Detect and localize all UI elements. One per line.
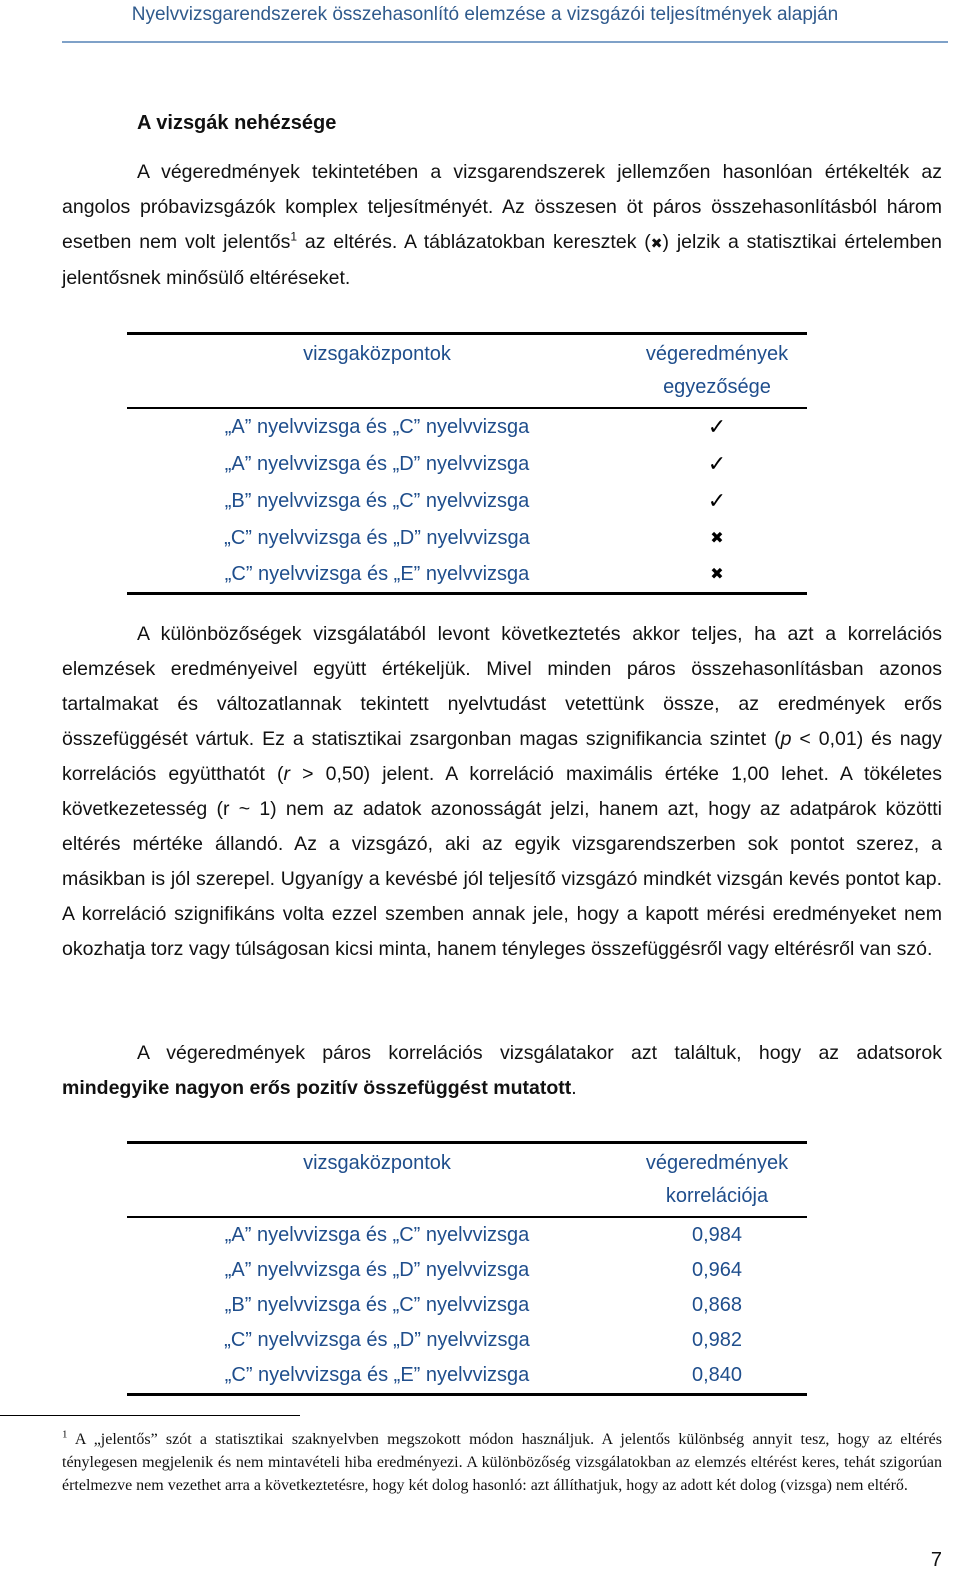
result-text-a: A végeredmények páros korrelációs vizsgálatakor azt találtuk, hogy az adatsorok bbox=[137, 1042, 942, 1064]
correlation-value: 0,982 bbox=[691, 1329, 743, 1351]
value-cell bbox=[627, 556, 807, 594]
value-cell bbox=[627, 1217, 807, 1253]
footnote-ref[interactable]: 1 bbox=[290, 229, 298, 244]
correlation-value: 0,868 bbox=[691, 1294, 743, 1316]
correlation-paragraph bbox=[62, 617, 942, 967]
table-header-row bbox=[127, 1143, 807, 1218]
cross-icon: ✖ bbox=[710, 566, 724, 583]
result-text-b: . bbox=[571, 1077, 577, 1099]
table-row bbox=[127, 446, 807, 483]
pair-cell: „C” nyelvvizsga és „D” nyelvvizsga bbox=[224, 526, 530, 549]
column-header-agreement: végeredmények egyezősége bbox=[645, 343, 789, 398]
cross-icon: ✖ bbox=[650, 235, 663, 251]
corr-text-a: A különbözőségek vizsgálatából levont következtetés akkor teljes, ha azt a korrelációs elemzések eredményeivel együtt értékeljük. Mivel minden páros összehasonlításban azonos tartalmakat és változatlannak tekintett nyelvtudást vetettünk össze, az eredmények erős összefüggését vártuk. Ez a statisztikai zsargonban magas szignifikancia szintet ( bbox=[62, 623, 942, 750]
table-row bbox=[127, 1288, 807, 1323]
cross-icon: ✖ bbox=[710, 530, 724, 547]
pair-cell: „A” nyelvvizsga és „D” nyelvvizsga bbox=[224, 1259, 530, 1281]
value-cell bbox=[627, 1323, 807, 1358]
p-symbol: p bbox=[780, 728, 792, 750]
intro-text-b: az eltérés. A táblázatokban keresztek ( bbox=[297, 231, 651, 253]
r-symbol: r bbox=[283, 763, 291, 785]
table-row bbox=[127, 520, 807, 556]
running-header: Nyelvvizsgarendszerek összehasonlító elemzése a vizsgázói teljesítmények alapján bbox=[131, 4, 839, 25]
correlation-table bbox=[127, 1141, 807, 1396]
significance-table bbox=[127, 332, 807, 595]
table-row bbox=[127, 1358, 807, 1395]
value-cell bbox=[627, 1288, 807, 1323]
result-paragraph bbox=[62, 1036, 942, 1106]
check-icon: ✓ bbox=[707, 451, 727, 476]
pair-cell: „C” nyelvvizsga és „D” nyelvvizsga bbox=[224, 1329, 530, 1351]
intro-text-c: ) jelzik a statisztikai értelemben jelentősnek minősülő eltéréseket. bbox=[62, 231, 942, 289]
table-row bbox=[127, 408, 807, 446]
intro-text-a: A végeredmények tekintetében a vizsgarendszerek jellemzően hasonlóan értékelték az angolos próbavizsgázók komplex teljesítményét. Az összesen öt páros összehasonlításból három esetben nem volt jelentős bbox=[62, 161, 942, 253]
pair-cell: „A” nyelvvizsga és „C” nyelvvizsga bbox=[224, 1224, 530, 1246]
correlation-value: 0,984 bbox=[691, 1224, 743, 1246]
table-header-row bbox=[127, 334, 807, 409]
intro-paragraph bbox=[62, 155, 942, 296]
pair-cell: „C” nyelvvizsga és „E” nyelvvizsga bbox=[224, 562, 530, 585]
table-row bbox=[127, 1253, 807, 1288]
table-row bbox=[127, 1217, 807, 1253]
check-icon: ✓ bbox=[707, 414, 727, 439]
value-cell bbox=[627, 446, 807, 483]
value-cell bbox=[627, 520, 807, 556]
pair-cell: „B” nyelvvizsga és „C” nyelvvizsga bbox=[224, 490, 530, 512]
value-cell bbox=[627, 1253, 807, 1288]
correlation-value: 0,964 bbox=[691, 1259, 743, 1281]
column-header-centers: vizsgaközpontok bbox=[303, 1152, 451, 1174]
column-header-centers: vizsgaközpontok bbox=[303, 343, 451, 365]
correlation-value: 0,840 bbox=[691, 1364, 743, 1386]
value-cell bbox=[627, 483, 807, 520]
value-cell bbox=[627, 1358, 807, 1395]
section-heading: A vizsgák nehézsége bbox=[137, 112, 337, 134]
result-highlight: mindegyike nagyon erős pozitív összefüggést mutatott bbox=[62, 1077, 572, 1099]
footnote bbox=[62, 1428, 942, 1497]
footnote-marker: 1 bbox=[62, 1428, 68, 1441]
corr-text-b: < 0,01) és nagy korrelációs együtthatót ( bbox=[62, 728, 942, 785]
page-number: 7 bbox=[930, 1549, 942, 1571]
pair-cell: „B” nyelvvizsga és „C” nyelvvizsga bbox=[224, 1294, 530, 1316]
pair-cell: „A” nyelvvizsga és „D” nyelvvizsga bbox=[224, 453, 530, 475]
table-row bbox=[127, 483, 807, 520]
column-header-correlation: végeredmények korrelációja bbox=[645, 1152, 789, 1207]
check-icon: ✓ bbox=[707, 488, 727, 513]
pair-cell: „A” nyelvvizsga és „C” nyelvvizsga bbox=[224, 416, 530, 438]
value-cell bbox=[627, 408, 807, 446]
table-row bbox=[127, 556, 807, 594]
footnote-text: A „jelentős” szót a statisztikai szaknyelvben megszokott módon használjuk. A jelentős különbség annyit tesz, hogy az eltérés ténylegesen megjelenik és nem mintavételi hiba eredményezi. A különbözőség vizsgálatokban az elemzés eltérést keres, tehát szigorúan értelmezve nem vezethet arra a következtetésre, hogy két dolog hasonló: azt állíthatjuk, hogy az adott két dolog (vizsga) nem eltérő. bbox=[62, 1431, 942, 1494]
table-row bbox=[127, 1323, 807, 1358]
pair-cell: „C” nyelvvizsga és „E” nyelvvizsga bbox=[224, 1364, 530, 1386]
footnote-rule bbox=[0, 1415, 300, 1416]
header-rule bbox=[62, 41, 948, 43]
corr-text-c: > 0,50) jelent. A korreláció maximális értéke 1,00 lehet. A tökéletes következetesség (r ~ 1) nem az adatok azonosságát jelzi, hanem azt, hogy az adatpárok közötti eltérés mértéke állandó. Az a vizsgázó, aki az egyik vizsgarendszerben sok pontot szerez, a másikban is jól szerepel. Ugyanígy a kevésbé jól teljesítő vizsgázó mindkét vizsgán kevés pontot kap. A korreláció szignifikáns volta ezzel szemben annak jele, hogy a kapott mérési eredményeket nem okozhatja torz vagy túlságosan kicsi minta, hanem tényleges összefüggésről vagy eltérésről van szó. bbox=[62, 763, 943, 960]
